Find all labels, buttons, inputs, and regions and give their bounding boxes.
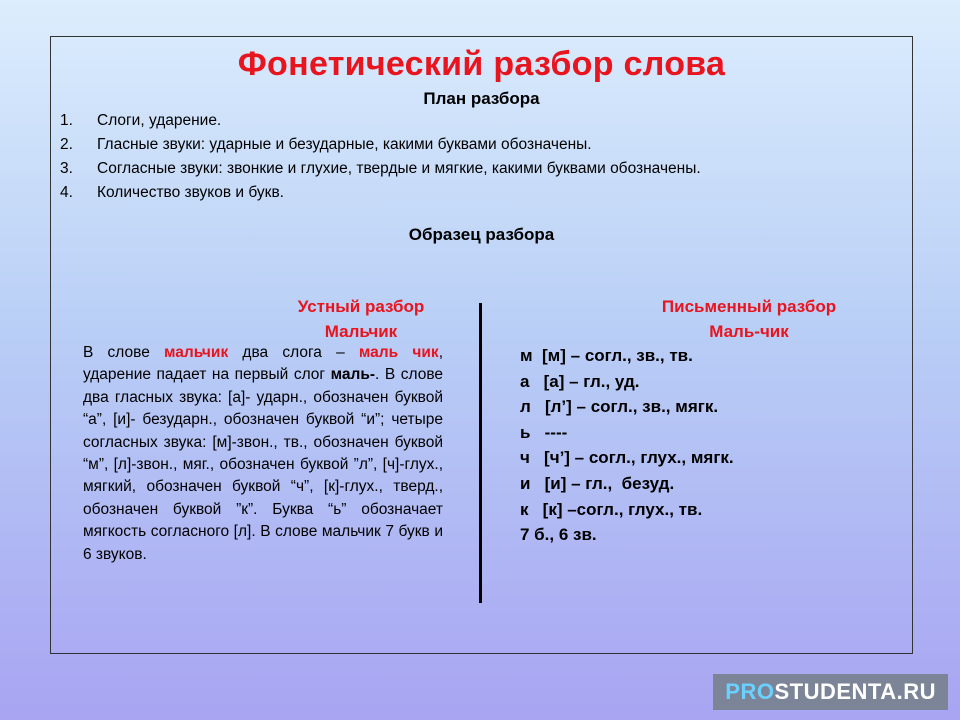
written-line: 7 б., 6 зв.: [520, 525, 597, 545]
site-watermark: PROSTUDENTA.RU: [713, 674, 948, 710]
plan-item: 4. Количество звуков и букв.: [60, 184, 284, 201]
sample-heading: Образец разбора: [408, 225, 555, 244]
plan-item: 1. Слоги, ударение.: [60, 112, 222, 129]
written-line: к [к] –согл., глух., тв.: [520, 499, 703, 519]
oral-heading-label: Устный разбор: [297, 297, 425, 316]
oral-heading-word: Мальчик: [324, 322, 398, 341]
highlight-word: мальчик: [164, 344, 229, 361]
page-title: Фонетический разбор слова: [237, 45, 726, 83]
plan-item: 3. Согласные звуки: звонкие и глухие, твердые и мягкие, какими буквами обозначены.: [60, 160, 701, 177]
written-line: м [м] – согл., зв., тв.: [520, 346, 693, 365]
written-heading-word: Маль-чик: [709, 322, 789, 341]
plan-heading: План разбора: [423, 89, 540, 108]
written-line: л [л’] – согл., зв., мягк.: [520, 397, 719, 417]
written-line: а [а] – гл., уд.: [520, 371, 640, 391]
oral-analysis-heading: [201, 294, 521, 344]
content-frame: [50, 36, 913, 654]
plan-item: 2. Гласные звуки: ударные и безударные, какими буквами обозначены.: [60, 136, 592, 153]
written-line: и [и] – гл., безуд.: [520, 473, 675, 493]
highlight-word: маль чик: [358, 344, 439, 361]
column-divider: [479, 303, 482, 603]
stressed-syllable: маль-: [330, 366, 376, 384]
written-line: ь ----: [520, 422, 568, 442]
written-heading-label: Письменный разбор: [661, 297, 837, 316]
written-analysis-list: [520, 343, 734, 548]
oral-analysis-text: В слове мальчик два слога – маль чик, ударение падает на первый слог маль-. В слове два гласных звука: [а]- ударн., обозначен буквой “а”, [и]- безударн., обозначен буквой “и”; четыре согласных звука: [м]-звон., тв., обозначен буквой “м”, [л]-звон., мяг., обозначен буквой ”л”, [ч]-глух., мягкий, обозначен буквой “ч”, [к]-глух., тверд., обозначен буквой ”к”. Буква “ь” обозначает мягкость согласного [л]. В слове мальчик 7 букв и 6 звуков.: [83, 344, 444, 563]
written-analysis-heading: [639, 294, 859, 344]
plan-list: [60, 109, 701, 205]
written-line: ч [ч’] – согл., глух., мягк.: [520, 448, 734, 468]
